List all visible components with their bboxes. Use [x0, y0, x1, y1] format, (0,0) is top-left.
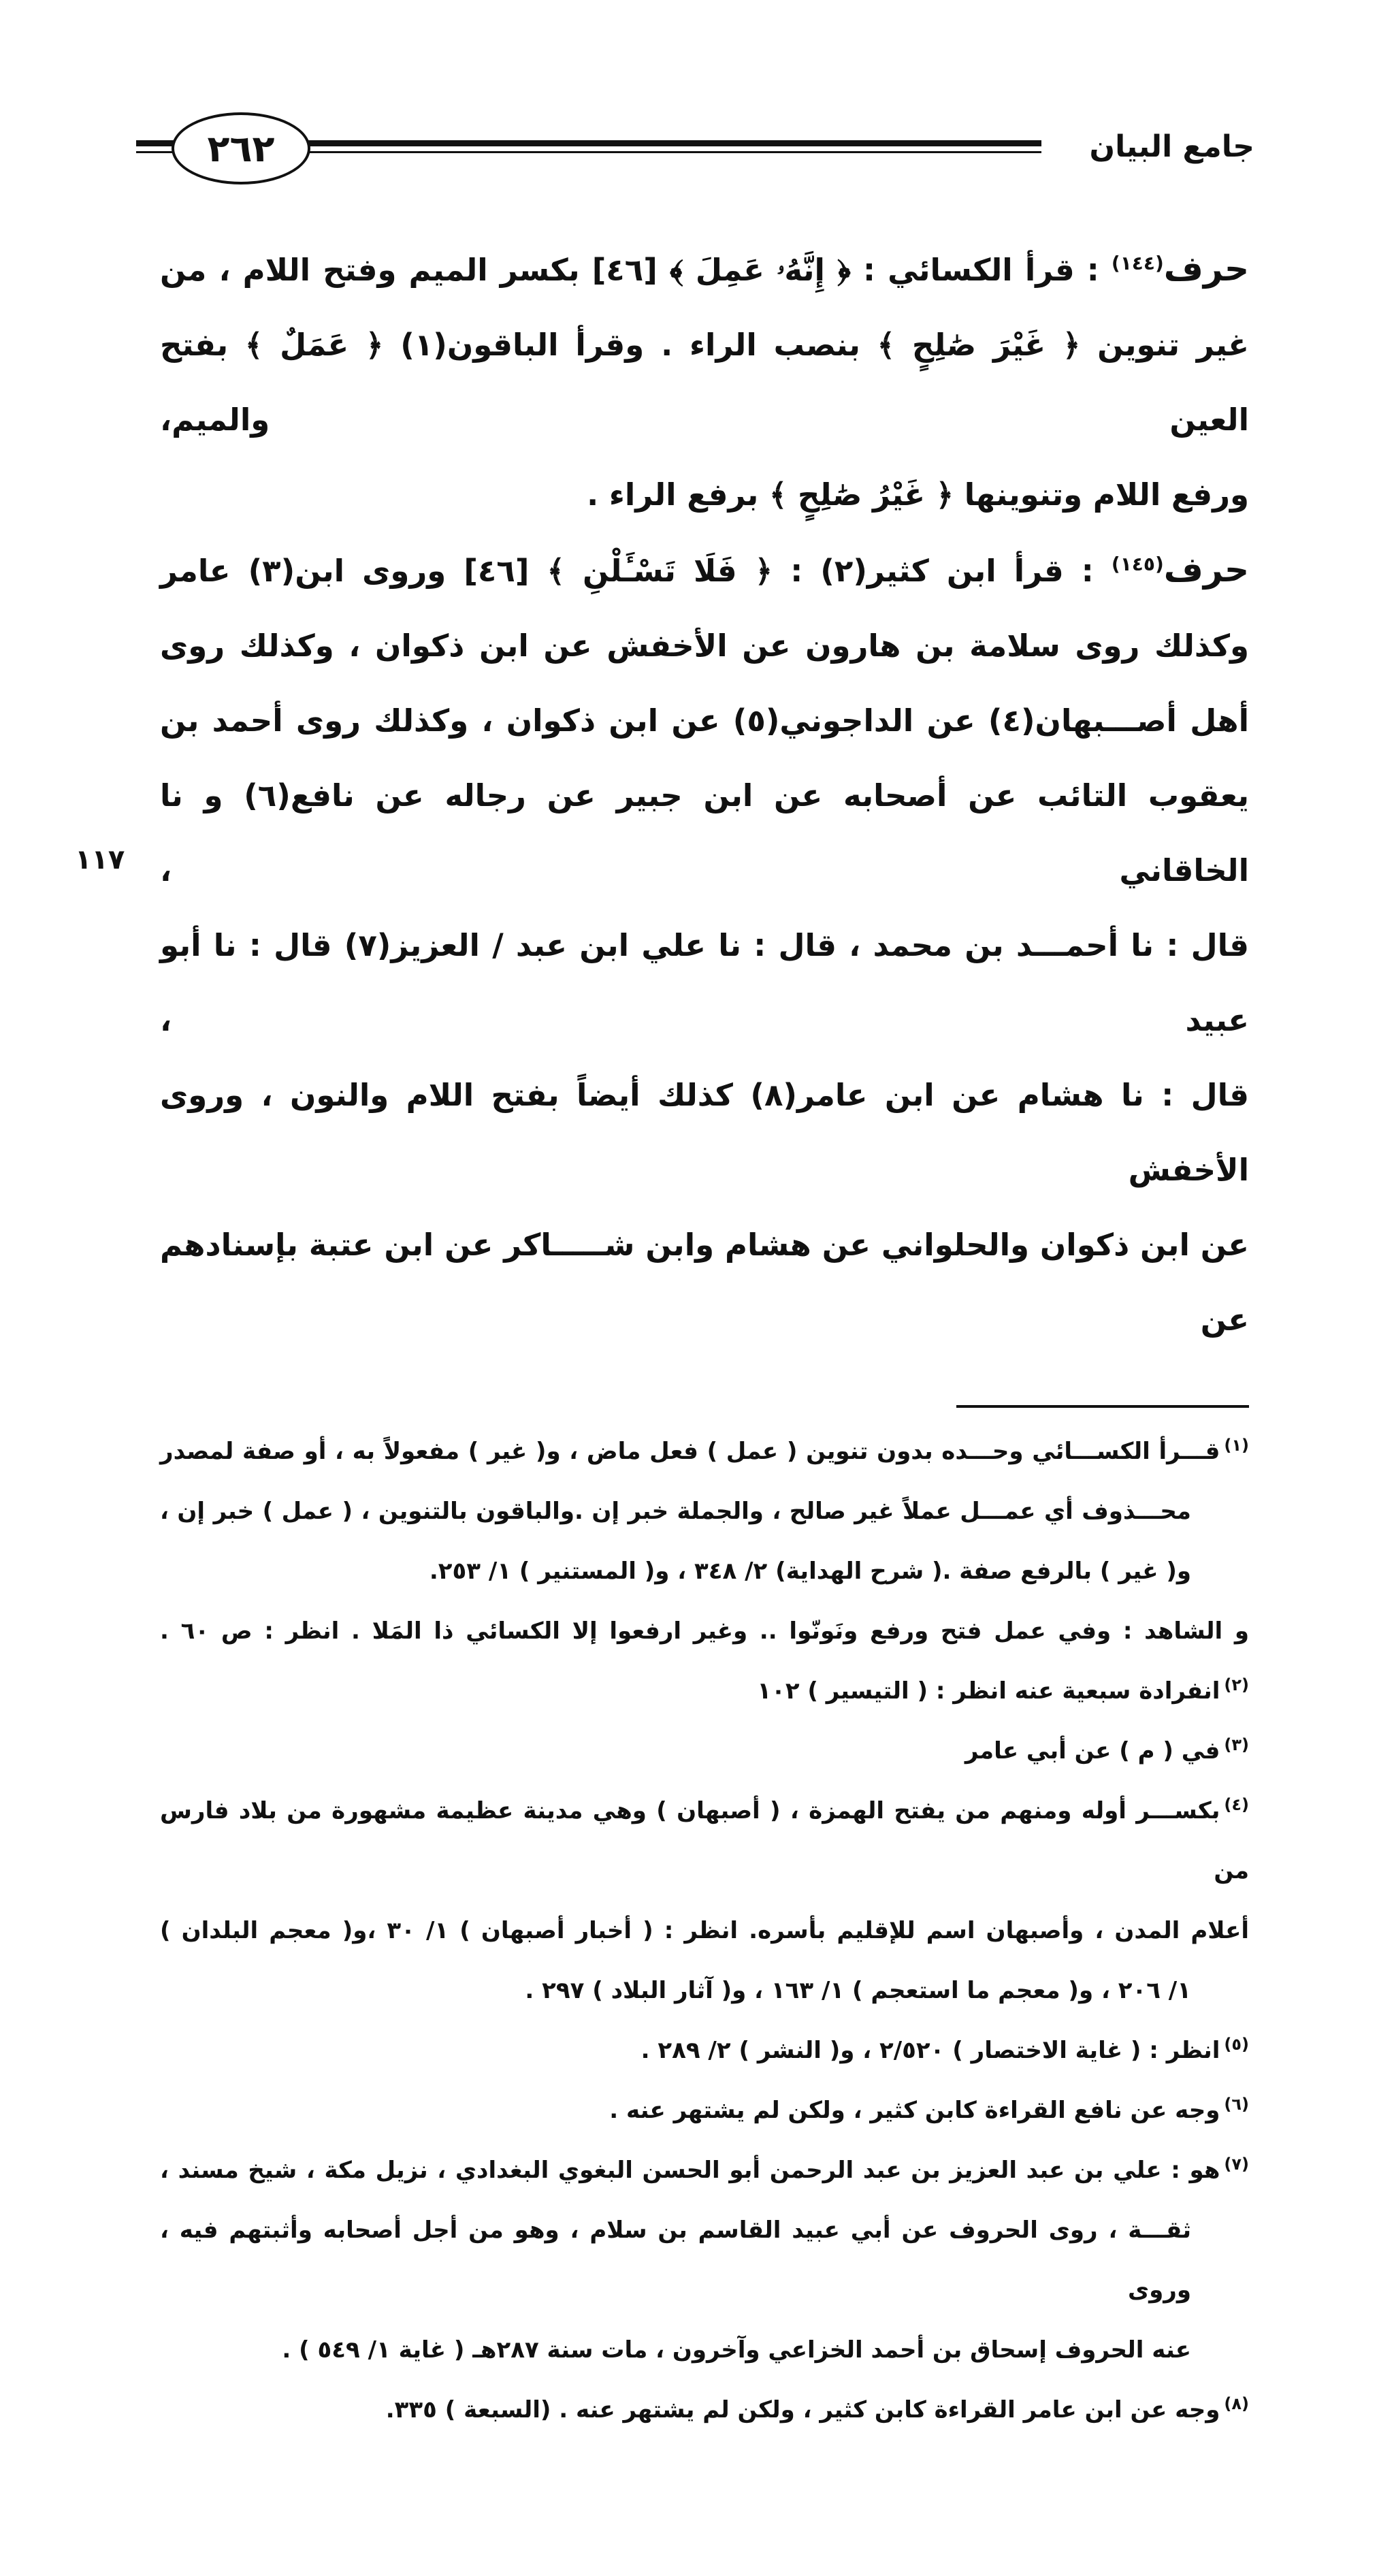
main-line: قال : نا هشام عن ابن عامر(٨) كذلك أيضاً بفتح اللام والنون ، وروى الأخفش [160, 1077, 1249, 1188]
footnote-number: (٧) [1224, 2154, 1249, 2174]
footnote-number: (٤) [1224, 1794, 1249, 1814]
footnote-text: وجه عن ابن عامر القراءة كابن كثير ، ولكن لم يشتهر عنه . (السبعة ) ٣٣٥. [385, 2396, 1220, 2424]
main-line: غير تنوين ﴿ غَيْرَ صَٰلِحٍ ﴾ بنصب الراء . وقرأ الباقون(١) ﴿ عَمَلٌ ﴾ بفتح العين والميم، [160, 327, 1249, 438]
footnote-text: في ( م ) عن أبي عامر [965, 1737, 1220, 1765]
footnote-line [160, 1661, 1249, 1721]
footnote-line [160, 2380, 1249, 2440]
entry-number: (١٤٤) [1111, 252, 1164, 274]
footnote-text: هو : علي بن عبد العزيز بن عبد الرحمن أبو الحسن البغوي البغدادي ، نزيل مكة ، شيخ مسند ، [160, 2157, 1220, 2184]
line-text: : قرأ ابن كثير(٢) : ﴿ فَلَا تَسْـَٔلْنِ ﴾ [٤٦] وروى ابن(٣) عامر [160, 553, 1094, 589]
main-line: قال : نا أحمـــد بن محمد ، قال : نا علي ابن عبد / العزيز(٧) قال : نا أبو عبيد ، [160, 927, 1249, 1038]
page-number: ٢٦٢ [172, 112, 310, 184]
footnote-number: (٥) [1224, 2034, 1249, 2054]
footnote-line: أعلام المدن ، وأصبهان اسم للإقليم بأسره. انظر : ( أخبار أصبهان ) ١/ ٣٠ ،و( معجم البلدان ) [160, 1917, 1249, 1944]
footnote-text: انفرادة سبعية عنه انظر : ( التيسير ) ١٠٢ [757, 1677, 1220, 1705]
main-line [160, 532, 1249, 609]
margin-folio-note: ١١٧ [75, 844, 125, 875]
text-column [160, 0, 1249, 2576]
footnote-number: (٢) [1224, 1675, 1249, 1694]
running-title: جامع البيان [1089, 129, 1254, 164]
line-text: : قرأ الكسائي : ﴿ إِنَّهُۥ عَمِلَ ﴾ [٤٦] بكسر الميم وفتح اللام ، من [160, 252, 1099, 288]
footnote-number: (٨) [1224, 2394, 1249, 2413]
footnote-line [160, 1421, 1249, 1481]
main-text [160, 231, 1249, 1357]
footnote-text: انظر : ( غاية الاختصار ) ٢/٥٢٠ ، و( النشر ) ٢/ ٢٨٩ . [641, 2037, 1220, 2064]
footnote-line [160, 2140, 1249, 2200]
footnote-line: و الشاهد : وفي عمل فتح ورفع ونَونّوا .. وغير ارفعوا إلا الكسائي ذا المَلا . انظر : ص ٦٠ . [160, 1617, 1249, 1645]
footnote-separator [956, 1405, 1249, 1408]
footnotes [160, 1421, 1249, 2440]
footnote-separator-wrap [160, 1405, 1249, 1408]
footnote-line: و( غير ) بالرفع صفة .( شرح الهداية) ٢/ ٣٤٨ ، و( المستنير ) ١/ ٢٥٣. [429, 1558, 1191, 1585]
footnote-line: عنه الحروف إسحاق بن أحمد الخزاعي وآخرون ، مات سنة ٢٨٧هـ ( غاية ١/ ٥٤٩ ) . [282, 2336, 1191, 2364]
main-line: أهل أصـــبهان(٤) عن الداجوني(٥) عن ابن ذكوان ، وكذلك روى أحمد بن [160, 703, 1249, 739]
footnote-text: قـــرأ الكســـائي وحـــده بدون تنوين ( عمل ) فعل ماض ، و( غير ) مفعولاً به ، أو صفة لمصدر [160, 1438, 1220, 1465]
main-line: وكذلك روى سلامة بن هارون عن الأخفش عن ابن ذكوان ، وكذلك روى [160, 628, 1249, 664]
footnote-line [160, 2080, 1249, 2140]
footnote-line [160, 1781, 1249, 1901]
footnote-line: ثقـــة ، روى الحروف عن أبي عبيد القاسم بن سلام ، وهو من أجل أصحابه وأثبتهم فيه ، وروى [160, 2217, 1191, 2304]
footnote-number: (٣) [1224, 1735, 1249, 1754]
footnote-line [160, 2020, 1249, 2080]
footnote-line [160, 1721, 1249, 1781]
main-line: ورفع اللام وتنوينها ﴿ غَيْرُ صَٰلِحٍ ﴾ برفع الراء . [587, 477, 1249, 513]
main-line [160, 231, 1249, 308]
entry-number: (١٤٥) [1111, 553, 1164, 575]
footnote-text: وجه عن نافع القراءة كابن كثير ، ولكن لم يشتهر عنه . [609, 2097, 1220, 2124]
footnote-line: محـــذوف أي عمـــل عملاً غير صالح ، والجملة خبر إن .والباقون بالتنوين ، ( عمل ) خبر إن ، [160, 1498, 1191, 1525]
entry-label: حرف [1163, 550, 1250, 590]
main-line: يعقوب التائب عن أصحابه عن ابن جبير عن رجاله عن نافع(٦) و نا الخاقاني ، [160, 777, 1249, 888]
footnote-number: (١) [1224, 1435, 1249, 1455]
main-line: عن ابن ذكوان والحلواني عن هشام وابن شـــــاكر عن ابن عتبة بإسنادهم عن [160, 1227, 1249, 1338]
footnote-number: (٦) [1224, 2094, 1249, 2114]
footnote-text: بكســـر أوله ومنهم من يفتح الهمزة ، ( أصبهان ) وهي مدينة عظيمة مشهورة من بلاد فارس من [160, 1797, 1249, 1884]
entry-label: حرف [1163, 249, 1249, 289]
footnote-line: ١/ ٢٠٦ ، و( معجم ما استعجم ) ١/ ١٦٣ ، و( آثار البلاد ) ٢٩٧ . [525, 1977, 1191, 2004]
